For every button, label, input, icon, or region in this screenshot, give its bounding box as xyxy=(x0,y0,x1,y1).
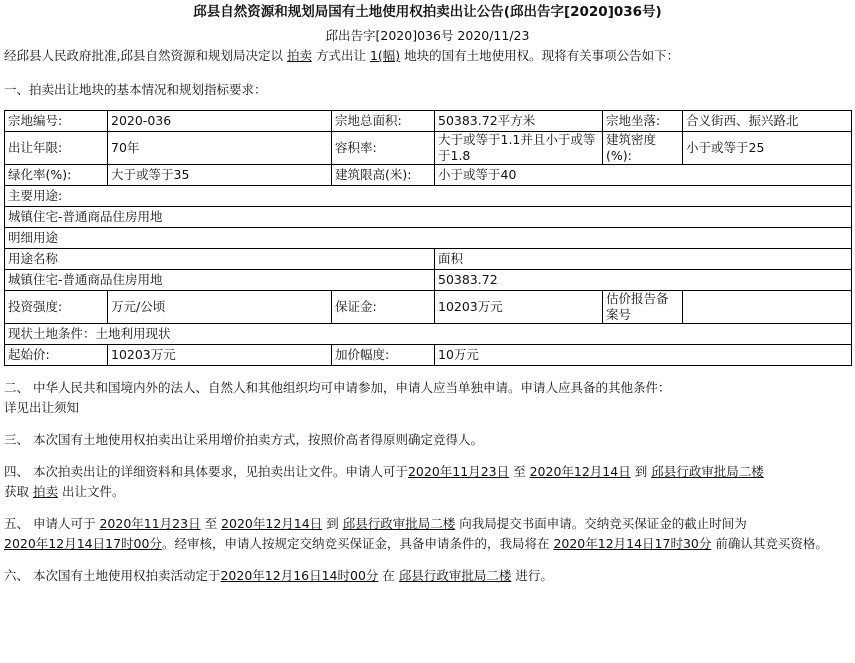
investment-value: 万元/公顷 xyxy=(108,291,332,324)
section-6 xyxy=(4,566,851,586)
appraisal-record-value xyxy=(683,291,852,324)
section-3 xyxy=(4,430,851,450)
green-ratio-value: 大于或等于35 xyxy=(108,165,332,186)
intro-text-a: 经邱县人民政府批准,邱县自然资源和规划局决定以 xyxy=(4,48,283,63)
total-area-label: 宗地总面积: xyxy=(332,111,435,132)
parcel-info-table xyxy=(4,110,852,366)
term-label: 出让年限: xyxy=(5,132,108,165)
starting-price-value: 10203万元 xyxy=(108,345,332,366)
height-limit-label: 建筑限高(米): xyxy=(332,165,435,186)
section-6-text: 六、 本次国有土地使用权拍卖活动定于2020年12月16日14时00分 在 邱县行政审批局二楼 进行。 xyxy=(4,568,553,583)
investment-label: 投资强度: xyxy=(5,291,108,324)
deposit-label: 保证金: xyxy=(332,291,435,324)
section-5 xyxy=(4,514,851,554)
use-name-header: 用途名称 xyxy=(5,249,435,270)
bid-increment-value: 10万元 xyxy=(435,345,852,366)
table-row xyxy=(5,186,852,207)
location-label: 宗地坐落: xyxy=(603,111,683,132)
intro-text-b: 方式出让 xyxy=(315,48,366,63)
plot-ratio-value: 大于或等于1.1并且小于或等于1.8 xyxy=(435,132,603,165)
auction-time: 2020年12月16日14时00分 xyxy=(220,568,379,583)
table-row xyxy=(5,165,852,186)
height-limit-value: 小于或等于40 xyxy=(435,165,852,186)
table-row xyxy=(5,207,852,228)
confirm-deadline: 2020年12月14日17时30分 xyxy=(553,536,712,551)
main-use-value: 城镇住宅-普通商品住房用地 xyxy=(5,207,852,228)
section-4-text: 四、 本次拍卖出让的详细资料和具体要求，见拍卖出让文件。申请人可于2020年11月23日 至 2020年12月14日 到 邱县行政审批局二楼 获取 拍卖 出让文件。 xyxy=(4,464,764,499)
location-value: 合义街西、振兴路北 xyxy=(683,111,852,132)
table-row xyxy=(5,345,852,366)
intro-text-c: 地块的国有土地使用权。现将有关事项公告如下： xyxy=(404,48,680,63)
area-header: 面积 xyxy=(435,249,852,270)
date-start: 2020年11月23日 xyxy=(407,464,510,479)
total-area-value: 50383.72平方米 xyxy=(435,111,603,132)
document-number-date: 邱出告字[2020]036号 2020/11/23 xyxy=(325,28,530,43)
building-density-value: 小于或等于25 xyxy=(683,132,852,165)
table-row xyxy=(5,228,852,249)
date-end: 2020年12月14日 xyxy=(221,516,323,531)
table-row xyxy=(5,291,852,324)
transfer-method: 拍卖 xyxy=(286,48,312,63)
date-end: 2020年12月14日 xyxy=(529,464,631,479)
deposit-deadline: 2020年12月14日17时00分 xyxy=(4,536,162,551)
section-2-text: 二、 中华人民共和国境内外的法人、自然人和其他组织均可申请参加，申请人应当单独申请。申请人应具备的其他条件： xyxy=(4,380,671,395)
use-name-value: 城镇住宅-普通商品住房用地 xyxy=(5,270,435,291)
transfer-method: 拍卖 xyxy=(33,484,59,499)
starting-price-label: 起始价: xyxy=(5,345,108,366)
section-1-heading: 一、拍卖出让地块的基本情况和规划指标要求： xyxy=(4,82,267,97)
location: 邱县行政审批局二楼 xyxy=(342,516,456,531)
page-title: 邱县自然资源和规划局国有土地使用权拍卖出让公告(邱出告字[2020]036号) xyxy=(193,4,662,20)
parcel-count: 1(幅) xyxy=(369,48,401,63)
section-3-text: 三、 本次国有土地使用权拍卖出让采用增价拍卖方式，按照价高者得原则确定竞得人。 xyxy=(4,432,483,447)
section-5-text: 五、 申请人可于 2020年11月23日 至 2020年12月14日 到 邱县行政审批局二楼 向我局提交书面申请。交纳竞买保证金的截止时间为 2020年12月14日17时00分。经审核，申请人按规定交纳竞买保证金，具备申请条件的，我局将在 2020年12月14日17时30分 前确认其竞买资格。 xyxy=(4,516,828,551)
plot-ratio-label: 容积率: xyxy=(332,132,435,165)
intro-paragraph xyxy=(4,46,851,66)
green-ratio-label: 绿化率(%): xyxy=(5,165,108,186)
location: 邱县行政审批局二楼 xyxy=(651,464,764,479)
term-value: 70年 xyxy=(108,132,332,165)
table-row xyxy=(5,324,852,345)
main-use-label: 主要用途: xyxy=(5,186,852,207)
parcel-id-value: 2020-036 xyxy=(108,111,332,132)
section-2 xyxy=(4,378,851,418)
section-2-conditions: 详见出让须知 xyxy=(4,400,80,415)
use-area-value: 50383.72 xyxy=(435,270,852,291)
table-row xyxy=(5,111,852,132)
land-status: 现状土地条件：土地利用现状 xyxy=(5,324,852,345)
appraisal-record-label: 估价报告备案号 xyxy=(603,291,683,324)
parcel-id-label: 宗地编号: xyxy=(5,111,108,132)
deposit-value: 10203万元 xyxy=(435,291,603,324)
detail-use-label: 明细用途 xyxy=(5,228,852,249)
section-4 xyxy=(4,462,851,502)
bid-increment-label: 加价幅度: xyxy=(332,345,435,366)
date-start: 2020年11月23日 xyxy=(99,516,201,531)
building-density-label: 建筑密度(%): xyxy=(603,132,683,165)
location: 邱县行政审批局二楼 xyxy=(398,568,512,583)
table-row xyxy=(5,270,852,291)
table-row xyxy=(5,132,852,165)
table-row xyxy=(5,249,852,270)
